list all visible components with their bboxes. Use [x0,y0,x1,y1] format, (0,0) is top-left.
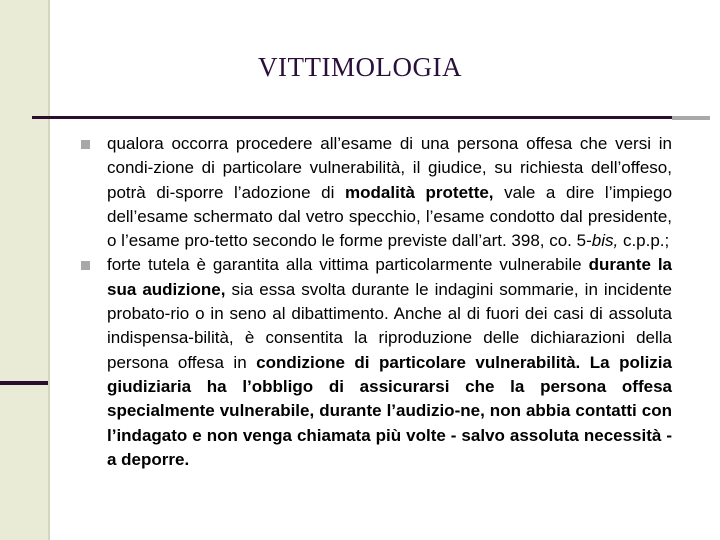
bullet-item [107,253,672,472]
left-decorative-band [0,0,48,540]
gray-square-icon [81,140,90,149]
bullet-text-segment: qualora occorra procedere all’esame di una persona offesa che versi in condi-zione di particolare vulnerabilità, il giudice, su richiesta dell’offeso, potrà di-sporre l’adozione di [107,134,672,202]
bullet-bold-text: durante la sua audizione, [107,255,673,299]
bullet-bold-text: condizione di particolare vulnerabilità. La polizia giudiziaria ha l’obbligo di assicurarsi che la persona offesa specialmente vulnerabile, durante l’audizio-ne, non abbia contatti con l’indagato e non venga chiamata più volte - salvo assoluta necessità - a deporre. [107,352,672,469]
bullet-bold-text: modalità protette, [345,182,494,202]
bullet-item [107,132,672,253]
side-accent-bar [0,381,48,385]
bullet-text-segment: forte tutela è garantita alla vittima particolarmente vulnerabile [107,255,589,275]
left-band-edge [48,0,50,540]
slide-title: VITTIMOLOGIA [258,52,462,82]
bullet-italic-text: bis, [591,231,619,251]
bullet-text-segment: vale a dire l’impiego dell’esame schermato dal vetro specchio, l’esame condotto dal presidente, o l’esame pro-tetto secondo le forme previste dall’art. 398, co. 5- [107,182,673,251]
title-divider [32,116,672,119]
slide-body [107,132,672,472]
bullet-text-segment: sia essa svolta durante le indagini sommarie, in incidente probato-rio o in seno al dibattimento. Anche al di fuori dei casi di assoluta indispensa-bilità, è consentita la riproduzione delle dichiarazioni della persona offesa in [107,279,672,372]
title-divider-shadow [672,116,710,120]
gray-square-icon [81,261,90,270]
bullet-text-segment: c.p.p.; [618,231,670,251]
